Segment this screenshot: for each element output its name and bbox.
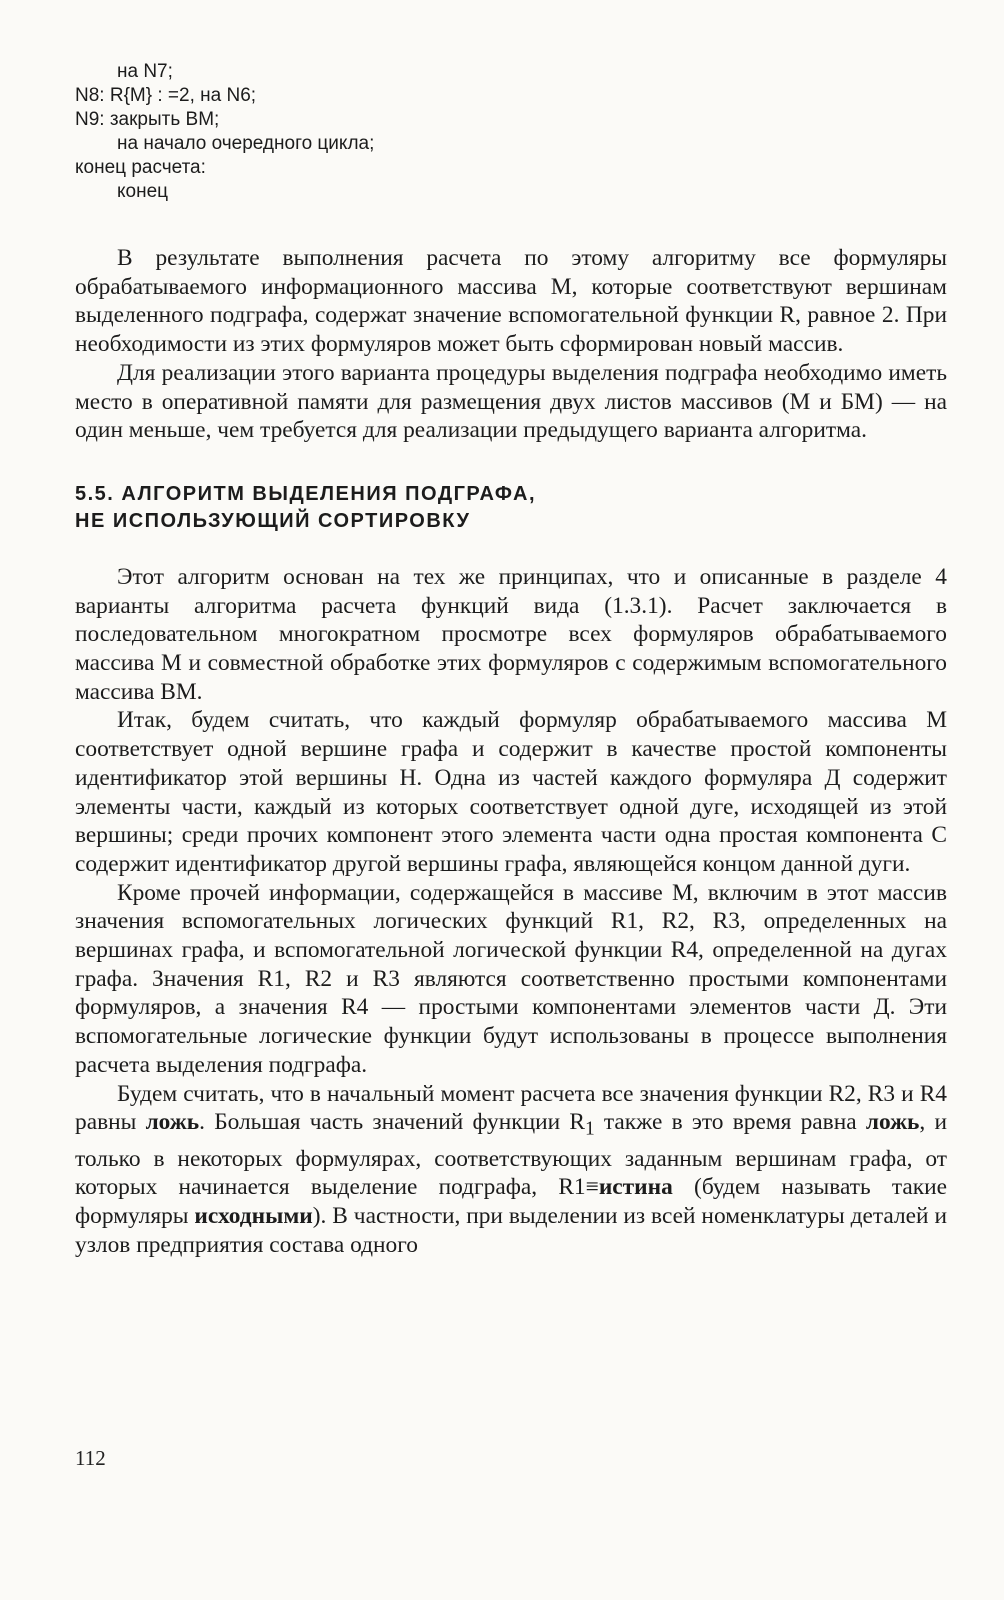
paragraph: Для реализации этого варианта процедуры выделения подграфа необходимо иметь место в оперативной памяти для размещения двух листов массивов (М и БМ) — на один меньше, чем требуется для реализации предыдущего варианта алгоритма. (75, 359, 947, 444)
bold-term: ложь (145, 1109, 200, 1136)
section-heading-line: НЕ ИСПОЛЬЗУЮЩИЙ СОРТИРОВКУ (75, 509, 471, 532)
section-heading-line: 5.5. АЛГОРИТМ ВЫДЕЛЕНИЯ ПОДГРАФА, (75, 482, 537, 505)
paragraph: Кроме прочей информации, содержащейся в массиве М, включим в этот массив значения вспомогательных логических функций R1, R2, R3, определенных на вершинах графа, и вспомогательной логической функции R4, определенной на дугах графа. Значения R1, R2 и R3 являются соответственно простыми компонентами формуляров, а значения R4 — простыми компонентами элементов части Д. Эти вспомогательные логические функции будут использованы в процессе выполнения расчета выделения подграфа. (75, 879, 947, 1078)
code-line: на N7; (117, 61, 173, 82)
text-run: также в это время равна (594, 1109, 866, 1136)
code-line: конец расчета: (75, 157, 206, 178)
code-line: N8: R{M} : =2, на N6; (75, 85, 257, 106)
text-run: . Большая часть значений функции R (199, 1109, 585, 1136)
bold-term: ложь (865, 1109, 920, 1136)
bold-term: исходными (194, 1203, 313, 1230)
text-run: ). В частности, при выделении из всей номенклатуры деталей и узлов предприятия состава одного (75, 1203, 947, 1258)
section-heading (75, 481, 947, 535)
paragraph: Итак, будем считать, что каждый формуляр обрабатываемого массива М соответствует одной вершине графа и содержит в качестве простой компоненты идентификатор этой вершины Н. Одна из частей каждого формуляра Д содержит элементы части, каждый из которых соответствует одной дуге, исходящей из этой вершины; среди прочих компонент этого элемента части одна простая компонента С содержит идентификатор другой вершины графа, являющейся концом данной дуги. (75, 707, 947, 877)
page-number: 112 (75, 1446, 106, 1470)
page-content (75, 60, 947, 1259)
paragraph (75, 1080, 947, 1260)
bold-term: истина (598, 1174, 673, 1201)
paragraph: В результате выполнения расчета по этому алгоритму все формуляры обрабатываемого информационного массива М, которые соответствуют вершинам выделенного подграфа, содержат значение вспомогательной функции R, равное 2. При необходимости из этих формуляров может быть сформирован новый массив. (75, 245, 947, 358)
code-line: N9: закрыть BM; (75, 109, 220, 130)
text-run: (будем называть такие формуляры (75, 1174, 947, 1230)
code-line: на начало очередного цикла; (117, 133, 375, 154)
code-line: конец (117, 181, 169, 202)
algorithm-listing (75, 60, 947, 204)
paragraph: Этот алгоритм основан на тех же принципах, что и описанные в разделе 4 варианты алгоритма расчета функций вида (1.3.1). Расчет заключается в последовательном многократном просмотре всех формуляров обрабатываемого массива М и совместной обработке этих формуляров с содержимым вспомогательного массива BM. (75, 563, 947, 705)
subscript: 1 (584, 1118, 595, 1140)
text-run: , и только в некоторых формулярах, соответствующих заданным вершинам графа, от которых начинается выделение подграфа, R1≡ (75, 1109, 947, 1201)
text-run: Будем считать, что в начальный момент расчета все значения функции R2, R3 и R4 равны (75, 1080, 947, 1136)
